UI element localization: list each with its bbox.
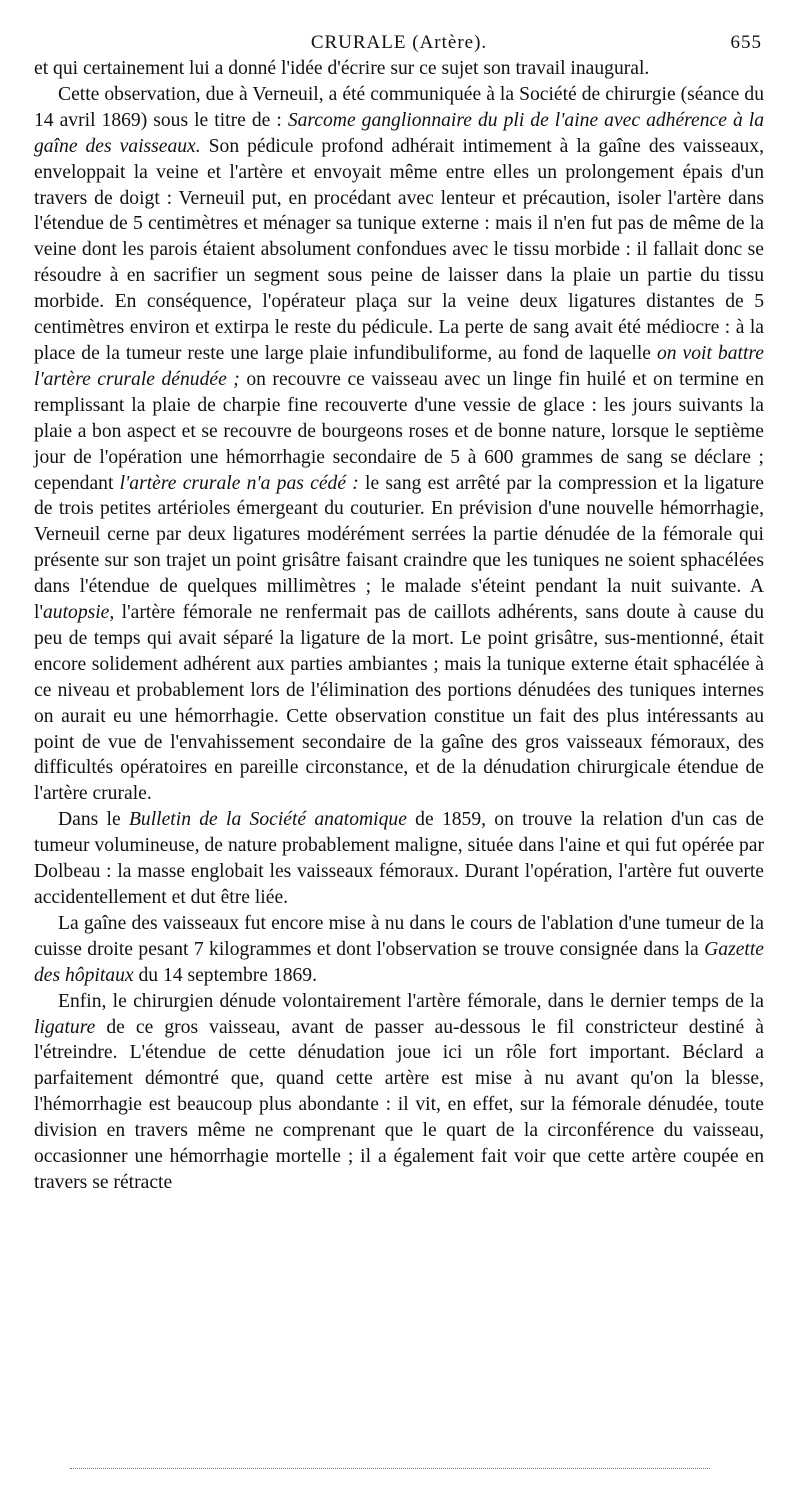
italic-span: ligature xyxy=(34,1016,96,1038)
text-span: Enfin, le chirurgien dénude volontairement l'artère fémorale, dans le dernier temps de la xyxy=(58,990,764,1012)
page-number: 655 xyxy=(730,32,762,53)
paragraph-verneuil-observation xyxy=(34,82,764,807)
text-span: on recouvre ce vaisseau avec un linge fin huilé et on termine en remplissant la plaie de charpie fine recouverte d'une vessie de glace : les jours suivants la plaie a bon aspect et se recouvre de bourgeons roses et de bonne nature, lorsque le septième jour de l'opération une hémorrhagie secondaire de 5 à 600 grammes de sang se déclare ; cependant xyxy=(34,368,764,494)
running-title: CRURALE (Artère). xyxy=(310,32,488,53)
italic-span: Gazette des hôpitaux xyxy=(34,938,764,986)
paragraph-bulletin xyxy=(34,807,764,911)
text-span: de ce gros vaisseau, avant de passer au-dessous le fil constricteur destiné à l'étreindre. L'étendue de cette dénudation joue ici un rôle fort important. Béclard a parfaitement démontré que, quand cette artère est mise à nu avant qu'on la blesse, l'hémorrhagie est beaucoup plus abondante : il vit, en effet, sur la fémorale dénudée, toute division en travers même ne comprenant que le quart de la circonférence du vaisseau, occasionner une hémorrhagie mortelle ; il a également fait voir que cette artère coupée en travers se rétracte xyxy=(34,1016,764,1193)
text-span: Son pédicule profond adhérait intimement à la gaîne des vaisseaux, enveloppait la veine et l'artère et envoyait même entre elles un prolongement épais d'un travers de doigt : Verneuil put, en procédant avec lenteur et précaution, isoler l'artère dans l'étendue de 5 centimètres et ménager sa tunique externe : mais il n'en fut pas de même de la veine dont les parois étaient absolument confondues avec le tissu morbide : il fallait donc se résoudre à en sacrifier un segment sous peine de laisser dans la plaie un partie du tissu morbide. En conséquence, l'opérateur plaça sur la veine deux ligatures distantes de 5 centimètres environ et extirpa le reste du pédicule. La perte de sang avait été médiocre : à la place de la tumeur reste une large plaie infundibuliforme, au fond de laquelle xyxy=(34,135,764,364)
body-text xyxy=(34,56,764,1196)
text-span: le sang est arrêté par la compression et la ligature de trois petites artérioles émergeant du couturier. En prévision d'une nouvelle hémorrhagie, Verneuil cerne par deux ligatures modérément serrées la partie dénudée de la fémorale qui présente sur son trajet un point grisâtre faisant craindre que les tuniques ne soient sphacélées dans l'étendue de quelques millimètres ; le malade s'éteint pendant la nuit suivante. A l' xyxy=(34,472,764,624)
text-span: de 1859, on trouve la relation d'un cas de tumeur volumineuse, de nature probablement maligne, située dans l'aine et qui fut opérée par Dolbeau : la masse englobait les vaisseaux fémoraux. Durant l'opération, l'artère fut ouverte accidentellement et dut être liée. xyxy=(34,809,764,908)
paragraph-continuation xyxy=(34,56,764,82)
text-span: La gaîne des vaisseaux fut encore mise à nu dans le cours de l'ablation d'une tumeur de la cuisse droite pesant 7 kilogrammes et dont l'observation se trouve consignée dans la xyxy=(34,912,764,960)
paragraph-ligature xyxy=(34,989,764,1196)
italic-span: l'artère crurale n'a pas cédé : xyxy=(119,472,359,494)
text-span: l'artère fémorale ne renfermait pas de caillots adhérents, sans doute à cause du peu de temps qui avait séparé la ligature de la mort. Le point grisâtre, sus-mentionné, était encore solidement adhérent aux parties ambiantes ; mais la tunique externe était sphacélée à ce niveau et probablement lors de l'élimination des portions dénudées des tuniques internes on aurait eu une hémorrhagie. Cette observation constitue un fait des plus intéressants au point de vue de l'envahissement secondaire de la gaîne des gros vaisseaux fémoraux, des difficultés opératoires en pareille circonstance, et de la dénudation chirurgicale étendue de l'artère crurale. xyxy=(34,602,764,805)
italic-span: autopsie, xyxy=(42,602,115,624)
paragraph-gazette xyxy=(34,911,764,989)
text-span: du 14 septembre 1869. xyxy=(133,964,317,986)
page-header xyxy=(34,28,764,56)
italic-span: Bulletin de la Société anatomique xyxy=(128,809,407,831)
text-span: Dans le xyxy=(58,809,129,831)
text-span: Cette observation, due à Verneuil, a été communiquée à la Société de chirurgie (séance du 14 avril 1869) sous le titre de : xyxy=(34,83,764,131)
footer-divider xyxy=(70,1468,710,1469)
italic-span: on voit battre l'artère crurale dénudée ; xyxy=(34,342,764,390)
italic-span: Sarcome ganglionnaire du pli de l'aine avec adhérence à la gaîne des vaisseaux. xyxy=(34,109,765,157)
text-span: et qui certainement lui a donné l'idée d'écrire sur ce sujet son travail inaugural. xyxy=(34,58,650,79)
